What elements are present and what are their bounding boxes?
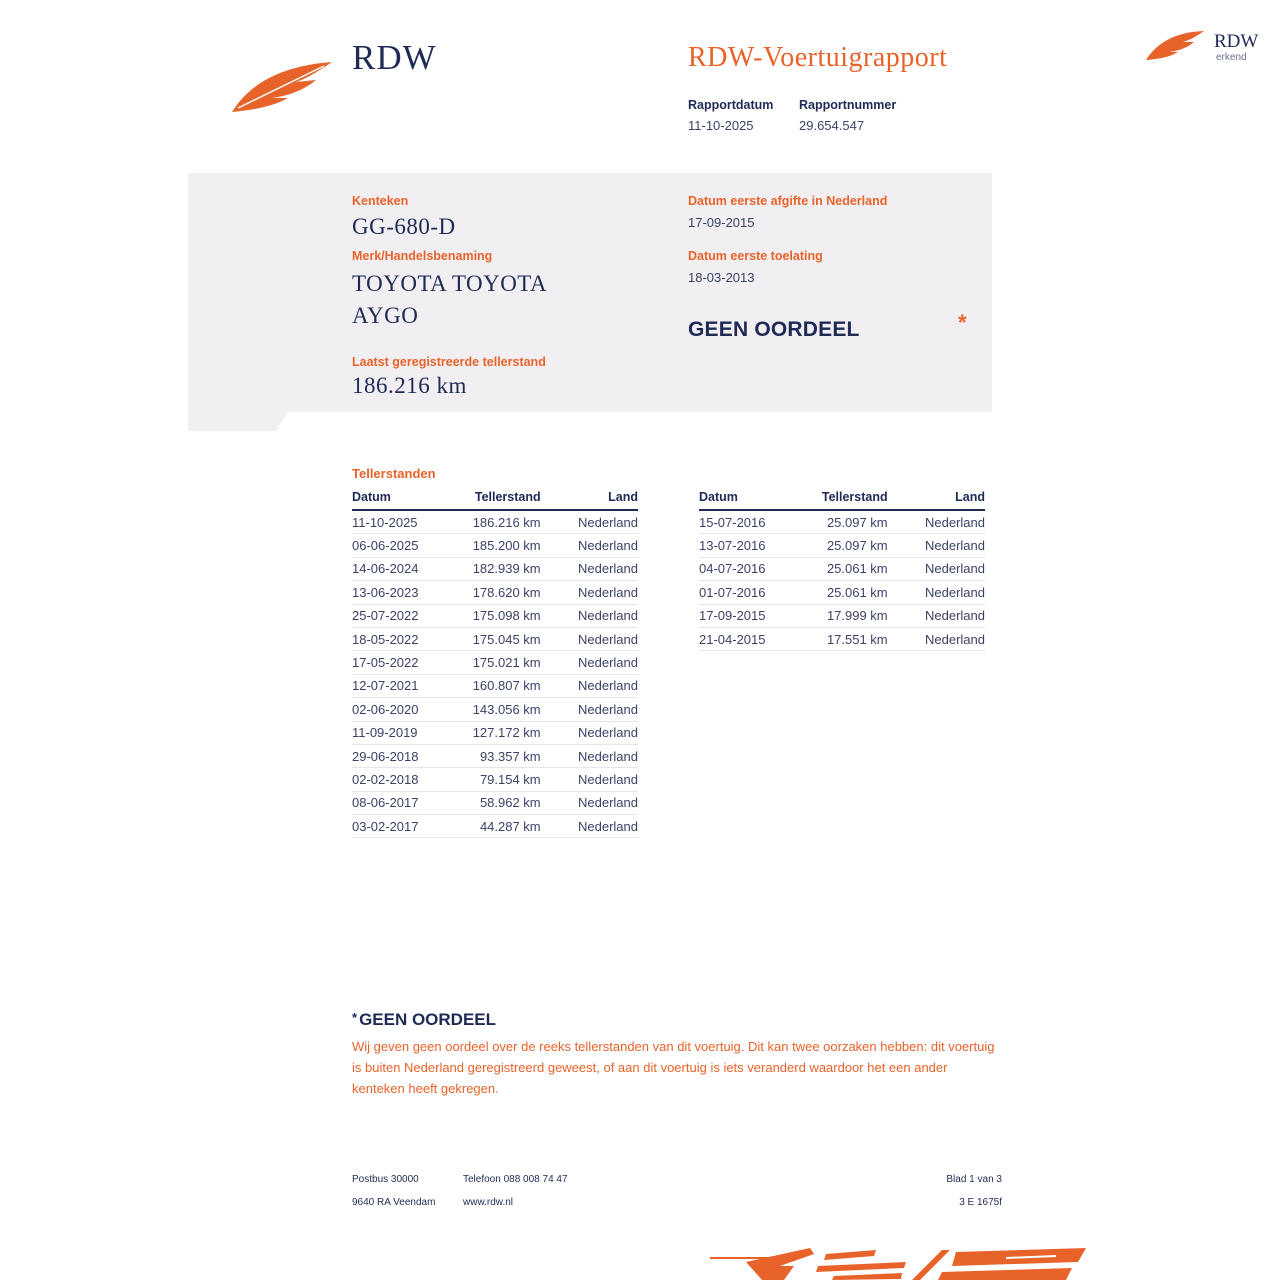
first-admission-date: 18-03-2013 [688, 270, 755, 285]
odometer-table-right [699, 487, 985, 651]
first-admission-label: Datum eerste toelating [688, 249, 823, 263]
table-row [352, 557, 638, 580]
cell-odometer: 17.999 km [804, 604, 887, 627]
cell-date: 13-06-2023 [352, 581, 457, 604]
table-row [699, 510, 985, 534]
verdict-status: GEEN OORDEEL [688, 318, 860, 341]
cell-country: Nederland [541, 581, 638, 604]
table-row [699, 534, 985, 557]
cell-odometer: 127.172 km [457, 721, 540, 744]
cell-date: 29-06-2018 [352, 744, 457, 767]
column-header-odometer: Tellerstand [804, 487, 887, 510]
footer-address-line-2: 9640 RA Veendam [352, 1197, 436, 1208]
table-row [699, 581, 985, 604]
report-date: 11-10-2025 [688, 118, 754, 133]
first-registration-nl-date: 17-09-2015 [688, 215, 755, 230]
footer-phone: Telefoon 088 008 74 47 [463, 1174, 568, 1185]
cell-date: 11-09-2019 [352, 721, 457, 744]
table-header-row [352, 487, 638, 510]
column-header-date: Datum [352, 487, 457, 510]
cell-country: Nederland [541, 698, 638, 721]
cell-odometer: 93.357 km [457, 744, 540, 767]
odometer-history-title: Tellerstanden [352, 466, 436, 481]
panel-tab-shape [188, 411, 288, 431]
cell-odometer: 44.287 km [457, 815, 540, 838]
cell-date: 08-06-2017 [352, 791, 457, 814]
cell-country: Nederland [541, 791, 638, 814]
footer-website: www.rdw.nl [463, 1197, 514, 1208]
cell-odometer: 178.620 km [457, 581, 540, 604]
odometer-table-left [352, 487, 638, 838]
cell-odometer: 17.551 km [804, 627, 887, 650]
cell-country: Nederland [541, 557, 638, 580]
cell-country: Nederland [541, 651, 638, 674]
cell-date: 02-06-2020 [352, 698, 457, 721]
plate-label: Kenteken [352, 194, 409, 208]
cell-country: Nederland [541, 604, 638, 627]
table-row [352, 534, 638, 557]
cell-country: Nederland [888, 557, 985, 580]
cell-odometer: 25.097 km [804, 510, 887, 534]
table-row [352, 581, 638, 604]
cell-country: Nederland [888, 581, 985, 604]
cell-odometer: 143.056 km [457, 698, 540, 721]
footnote-heading: GEEN OORDEEL [359, 1010, 497, 1029]
odometer-label: Laatst geregistreerde tellerstand [352, 355, 546, 369]
cell-country: Nederland [541, 744, 638, 767]
column-header-country: Land [541, 487, 638, 510]
cell-odometer: 25.061 km [804, 581, 887, 604]
table-row [699, 557, 985, 580]
table-row [352, 815, 638, 838]
table-row [699, 604, 985, 627]
table-row [352, 698, 638, 721]
make-line-2: AYGO [352, 303, 419, 328]
cell-date: 21-04-2015 [699, 627, 804, 650]
verdict-footnote-marker: * [958, 310, 967, 335]
cell-country: Nederland [541, 510, 638, 534]
table-row [352, 651, 638, 674]
cell-date: 02-02-2018 [352, 768, 457, 791]
table-row [352, 627, 638, 650]
cell-odometer: 185.200 km [457, 534, 540, 557]
cell-country: Nederland [541, 627, 638, 650]
vehicle-summary-panel [188, 173, 992, 412]
rdw-feather-logo [228, 56, 338, 116]
table-header-row [699, 487, 985, 510]
cell-date: 01-07-2016 [699, 581, 804, 604]
cell-odometer: 160.807 km [457, 674, 540, 697]
column-header-odometer: Tellerstand [457, 487, 540, 510]
column-header-country: Land [888, 487, 985, 510]
cell-odometer: 182.939 km [457, 557, 540, 580]
cell-country: Nederland [541, 768, 638, 791]
cell-odometer: 79.154 km [457, 768, 540, 791]
cell-country: Nederland [541, 674, 638, 697]
cell-country: Nederland [888, 534, 985, 557]
make-label: Merk/Handelsbenaming [352, 249, 493, 263]
cell-date: 12-07-2021 [352, 674, 457, 697]
cell-odometer: 175.021 km [457, 651, 540, 674]
cell-country: Nederland [541, 534, 638, 557]
brand-name: RDW [352, 38, 437, 77]
cell-country: Nederland [888, 627, 985, 650]
odometer-value: 186.216 km [352, 373, 467, 398]
column-header-date: Datum [699, 487, 804, 510]
report-title: RDW-Voertuigrapport [688, 42, 948, 73]
cell-odometer: 186.216 km [457, 510, 540, 534]
cell-date: 06-06-2025 [352, 534, 457, 557]
footer-document-code: 3 E 1675f [959, 1197, 1002, 1208]
cell-odometer: 58.962 km [457, 791, 540, 814]
erkend-brand: RDW [1214, 31, 1259, 52]
cell-odometer: 25.061 km [804, 557, 887, 580]
plate-number: GG-680-D [352, 214, 456, 239]
footnote-text: Wij geven geen oordeel over de reeks tellerstanden van dit voertuig. Dit kan twee oorzaken hebben: dit voertuig is buiten Nederland geregistreerd geweest, of aan dit voertuig is iets veranderd waardoor het een ander kenteken heeft gekregen. [352, 1039, 995, 1096]
cell-date: 25-07-2022 [352, 604, 457, 627]
cell-odometer: 25.097 km [804, 534, 887, 557]
report-number: 29.654.547 [799, 118, 865, 133]
table-row [352, 604, 638, 627]
table-row [352, 510, 638, 534]
cell-date: 15-07-2016 [699, 510, 804, 534]
cell-date: 04-07-2016 [699, 557, 804, 580]
report-number-label: Rapportnummer [799, 98, 897, 112]
footer-address-line-1: Postbus 30000 [352, 1174, 419, 1185]
cell-country: Nederland [888, 604, 985, 627]
make-line-1: TOYOTA TOYOTA [352, 271, 548, 296]
cell-country: Nederland [541, 721, 638, 744]
erkend-label: erkend [1216, 52, 1247, 63]
cell-date: 11-10-2025 [352, 510, 457, 534]
footnote-title [352, 1010, 496, 1030]
cell-date: 13-07-2016 [699, 534, 804, 557]
cell-odometer: 175.098 km [457, 604, 540, 627]
cell-date: 17-05-2022 [352, 651, 457, 674]
cell-country: Nederland [541, 815, 638, 838]
table-row [352, 674, 638, 697]
cell-date: 18-05-2022 [352, 627, 457, 650]
table-row [699, 627, 985, 650]
cell-country: Nederland [888, 510, 985, 534]
table-row [352, 791, 638, 814]
table-row [352, 744, 638, 767]
report-date-label: Rapportdatum [688, 98, 774, 112]
cell-date: 03-02-2017 [352, 815, 457, 838]
footer-page-number: Blad 1 van 3 [946, 1174, 1002, 1185]
decorative-stripes-graphic [706, 1244, 1096, 1280]
cell-date: 14-06-2024 [352, 557, 457, 580]
rdw-erkend-feather-icon [1144, 28, 1206, 62]
footnote-marker: * [352, 1010, 358, 1025]
table-row [352, 768, 638, 791]
cell-date: 17-09-2015 [699, 604, 804, 627]
cell-odometer: 175.045 km [457, 627, 540, 650]
first-registration-nl-label: Datum eerste afgifte in Nederland [688, 194, 888, 208]
table-row [352, 721, 638, 744]
